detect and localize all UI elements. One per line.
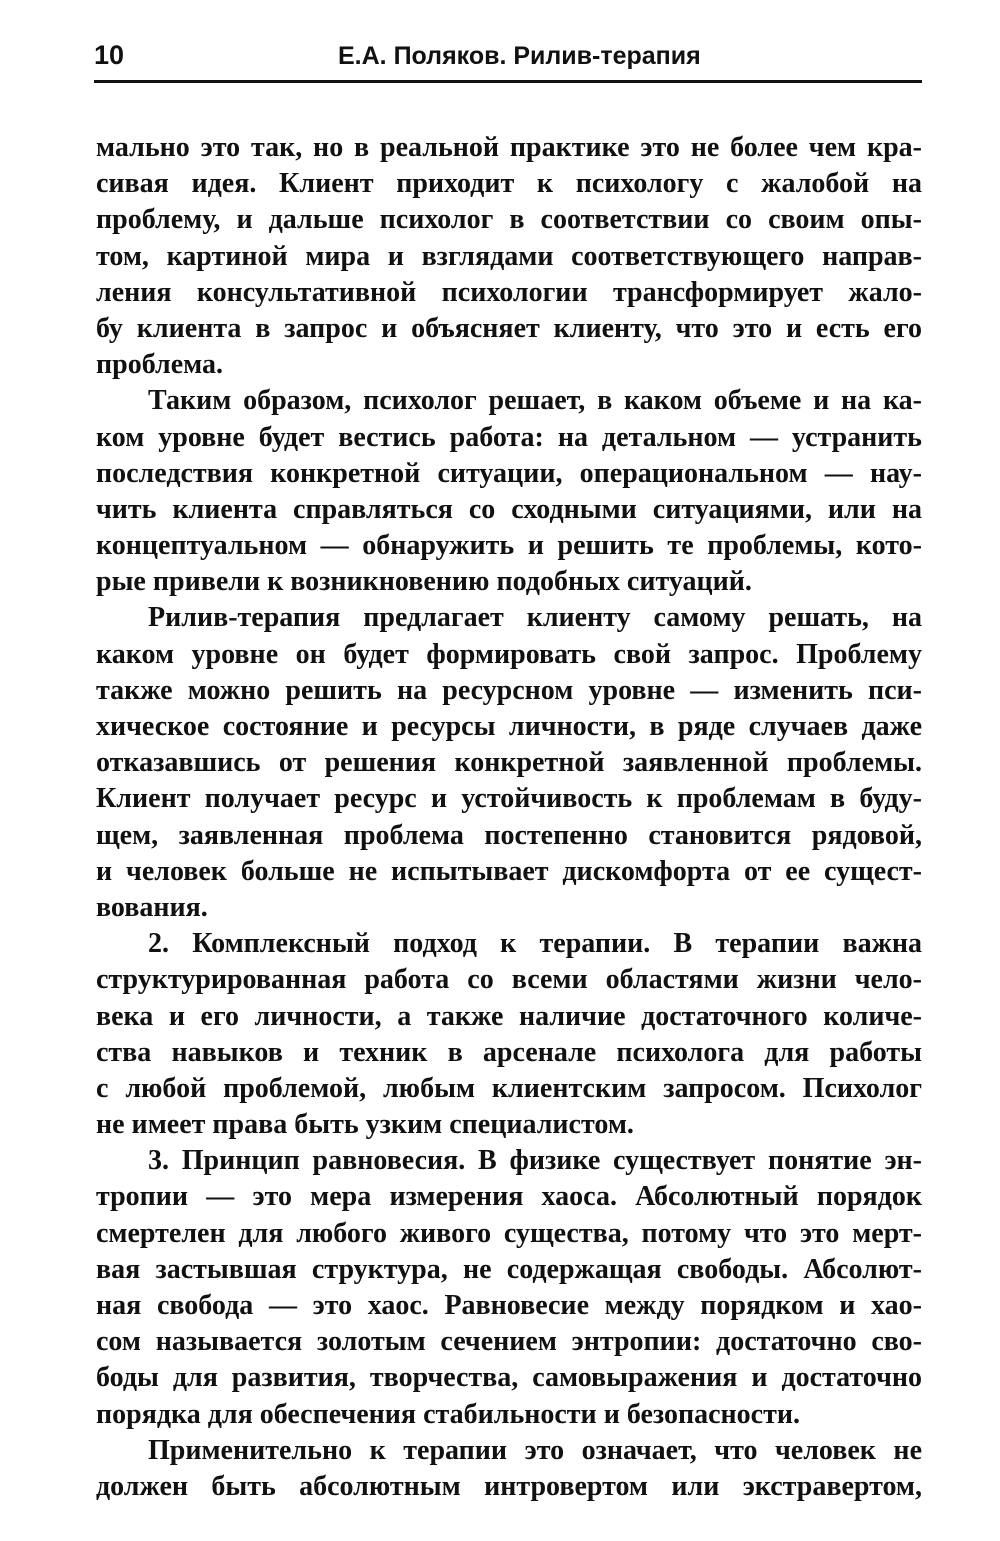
text-line: ная свобода — это хаос. Равновесие между порядком и хао- xyxy=(96,1290,922,1321)
text-line: последствия конкретной ситуации, операциональном — нау- xyxy=(96,457,922,489)
text-line: века и его личности, а также наличие достаточного количе- xyxy=(96,1000,922,1032)
text-line: порядка для обеспечения стабильности и безопасности. xyxy=(96,1398,800,1430)
text-line: не имеет права быть узким специалистом. xyxy=(96,1109,634,1141)
text-line: также можно решить на ресурсном уровне — изменить пси- xyxy=(96,674,922,706)
text-line: проблема. xyxy=(96,349,224,381)
text-line: 2. Комплексный подход к терапии. В терапии важна xyxy=(148,928,922,960)
text-line: ления консультативной психологии трансформирует жало- xyxy=(96,276,922,308)
text-line: вования. xyxy=(96,891,208,923)
text-line: и человек больше не испытывает дискомфорта от ее сущест- xyxy=(96,855,922,887)
text-line: том, картиной мира и взглядами соответствующего направ- xyxy=(96,240,922,272)
text-line: каком уровне он будет формировать свой запрос. Проблему xyxy=(96,638,922,670)
text-line: щем, заявленная проблема постепенно становится рядовой, xyxy=(96,819,922,851)
text-line: ства навыков и техник в арсенале психолога для работы xyxy=(96,1036,922,1068)
body-text xyxy=(96,130,922,1505)
running-head: Е.А. Поляков. Рилив-терапия xyxy=(338,42,701,70)
header-rule xyxy=(94,80,922,83)
text-line: рые привели к возникновению подобных ситуаций. xyxy=(96,566,752,598)
text-line: смертелен для любого живого существа, потому что это мерт- xyxy=(96,1217,922,1249)
text-line: ком уровне будет вестись работа: на детальном — устранить xyxy=(96,421,922,453)
text-line: тропии — это мера измерения хаоса. Абсолютный порядок xyxy=(96,1181,922,1213)
text-line: вая застывшая структура, не содержащая свободы. Абсолют- xyxy=(96,1253,922,1285)
text-line: сом называется золотым сечением энтропии: достаточно сво- xyxy=(96,1326,922,1358)
text-line: структурированная работа со всеми областями жизни чело- xyxy=(96,964,922,996)
text-line: проблему, и дальше психолог в соответствии со своим опы- xyxy=(96,204,922,236)
text-line: чить клиента справляться со сходными ситуациями, или на xyxy=(96,493,922,525)
text-line: боды для развития, творчества, самовыражения и достаточно xyxy=(96,1362,922,1394)
text-line: Применительно к терапии это означает, что человек не xyxy=(148,1434,922,1466)
text-line: мально это так, но в реальной практике это не более чем кра- xyxy=(96,132,922,163)
text-line: отказавшись от решения конкретной заявленной проблемы. xyxy=(96,747,922,779)
text-line: Таким образом, психолог решает, в каком объеме и на ка- xyxy=(148,385,922,417)
text-line: Рилив-терапия предлагает клиенту самому решать, на xyxy=(148,602,922,634)
page-header xyxy=(94,38,922,78)
text-line: должен быть абсолютным интровертом или экстравертом, xyxy=(96,1470,922,1502)
text-line: сивая идея. Клиент приходит к психологу с жалобой на xyxy=(96,168,922,200)
text-line: бу клиента в запрос и объясняет клиенту, что это и есть его xyxy=(96,312,922,344)
text-line: хическое состояние и ресурсы личности, в ряде случаев даже xyxy=(96,711,922,742)
text-line: концептуальном — обнаружить и решить те проблемы, кото- xyxy=(96,530,922,562)
page-number: 10 xyxy=(94,40,125,70)
text-line: Клиент получает ресурс и устойчивость к проблемам в буду- xyxy=(96,783,922,815)
text-line: с любой проблемой, любым клиентским запросом. Психолог xyxy=(96,1072,922,1104)
text-line: 3. Принцип равновесия. В физике существует понятие эн- xyxy=(148,1145,922,1177)
